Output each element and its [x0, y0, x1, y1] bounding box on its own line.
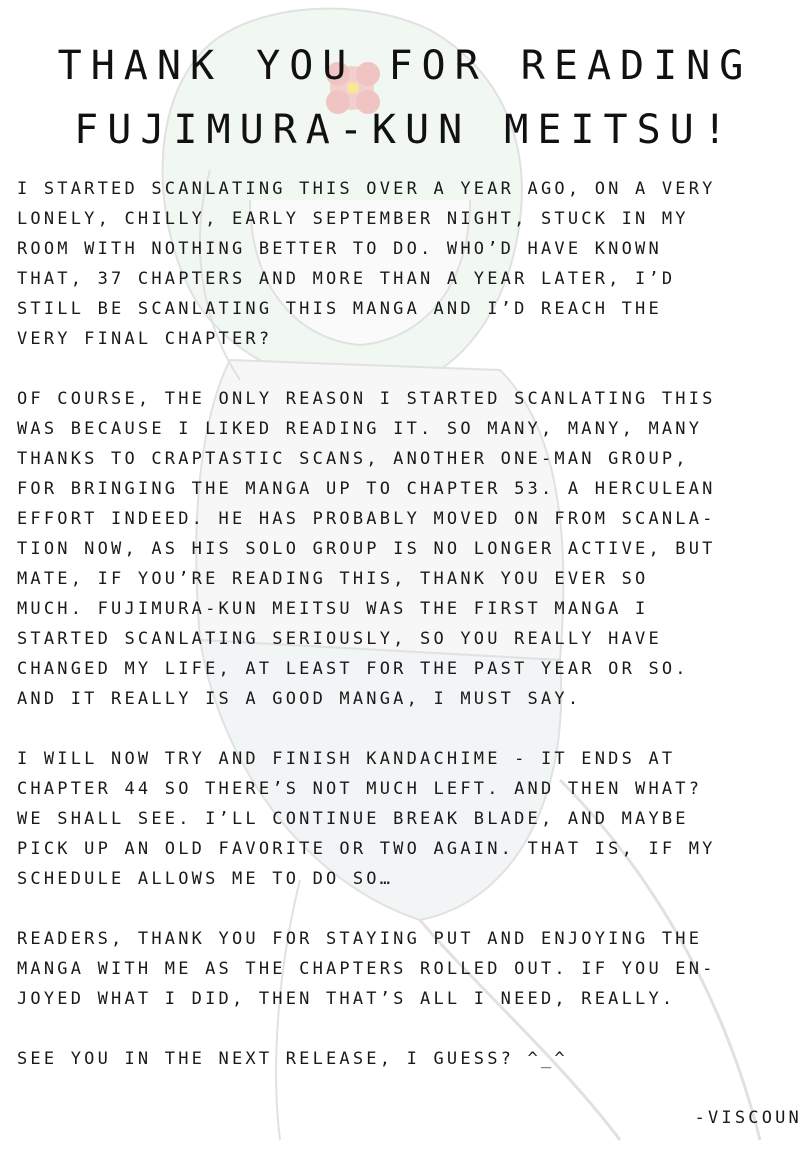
signature: -VISCOUN: [694, 1108, 802, 1128]
paragraph-4: READERS, THANK YOU FOR STAYING PUT AND ENJOYING THE MANGA WITH ME AS THE CHAPTERS ROLLED OUT. IF YOU EN- JOYED WHAT I DID, THEN THAT’S ALL I NEED, REALLY.: [17, 929, 716, 1009]
page-title: [0, 0, 810, 162]
paragraph-3: I WILL NOW TRY AND FINISH KANDACHIME - IT ENDS AT CHAPTER 44 SO THERE’S NOT MUCH LEFT. AND THEN WHAT? WE SHALL SEE. I’LL CONTINUE BREAK BLADE, AND MAYBE PICK UP AN OLD FAVORITE OR TWO AGAIN. THAT IS, IF MY SCHEDULE ALLOWS ME TO DO SO…: [17, 749, 716, 889]
title-line-1: THANK YOU FOR READING: [57, 43, 753, 89]
paragraph-1: I STARTED SCANLATING THIS OVER A YEAR AGO, ON A VERY LONELY, CHILLY, EARLY SEPTEMBER NIGHT, STUCK IN MY ROOM WITH NOTHING BETTER TO DO. WHO’D HAVE KNOWN THAT, 37 CHAPTERS AND MORE THAN A YEAR LATER, I’D STILL BE SCANLATING THIS MANGA AND I’D REACH THE VERY FINAL CHAPTER?: [17, 179, 716, 349]
paragraph-2: OF COURSE, THE ONLY REASON I STARTED SCANLATING THIS WAS BECAUSE I LIKED READING IT. SO MANY, MANY, MANY THANKS TO CRAPTASTIC SCANS, ANOTHER ONE-MAN GROUP, FOR BRINGING THE MANGA UP TO CHAPTER 53. A HERCULEAN EFFORT INDEED. HE HAS PROBABLY MOVED ON FROM SCANLA- TION NOW, AS HIS SOLO GROUP IS NO LONGER ACTIVE, BUT MATE, IF YOU’RE READING THIS, THANK YOU EVER SO MUCH. FUJIMURA-KUN MEITSU WAS THE FIRST MANGA I STARTED SCANLATING SERIOUSLY, SO YOU REALLY HAVE CHANGED MY LIFE, AT LEAST FOR THE PAST YEAR OR SO. AND IT REALLY IS A GOOD MANGA, I MUST SAY.: [17, 389, 716, 709]
title-line-2: FUJIMURA-KUN MEITSU!: [74, 107, 736, 153]
paragraph-5: SEE YOU IN THE NEXT RELEASE, I GUESS? ^_^: [17, 1049, 568, 1069]
afterword-body: [17, 174, 807, 1104]
